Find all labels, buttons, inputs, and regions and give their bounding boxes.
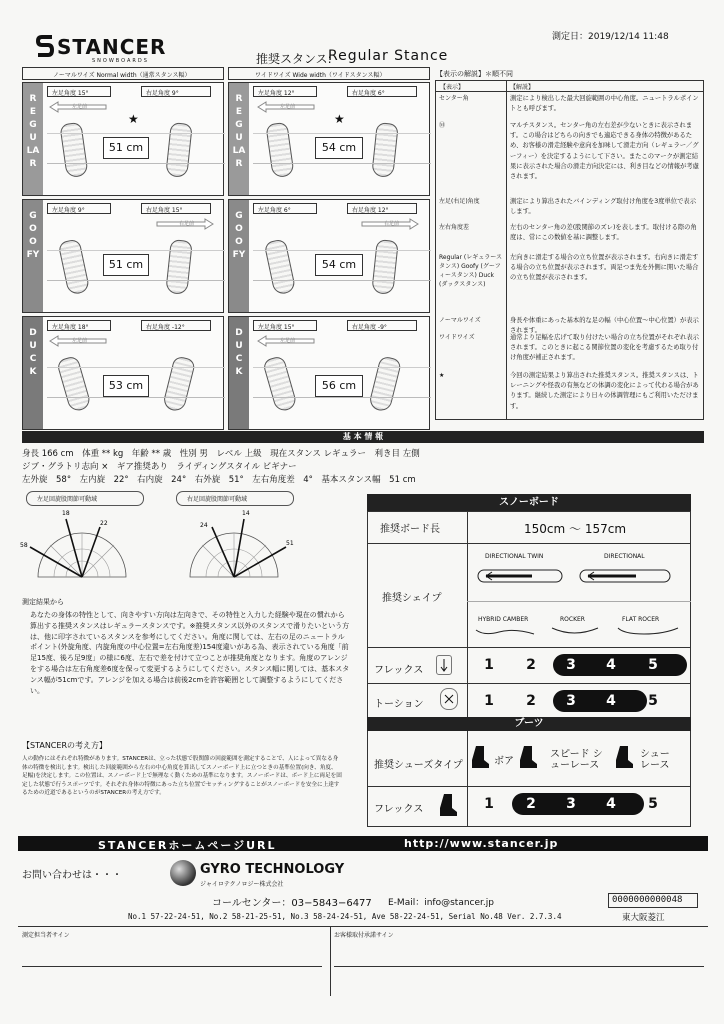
left-foot-angle: 左足角度 12°: [258, 90, 295, 97]
shape-label: 推奨シェイプ: [382, 593, 442, 604]
left-foot-angle: 左足角度 18°: [52, 324, 89, 331]
stance-width-box: 51 cm: [103, 137, 149, 159]
boots-title: ブーツ: [367, 717, 691, 731]
left-foot-icon: [265, 122, 294, 179]
right-rotation-title: 右足回旋股関節可動域: [176, 491, 294, 506]
right-foot-icon: [371, 122, 399, 178]
homepage-url[interactable]: http://www.stancer.jp: [404, 837, 559, 850]
right-foot-icon: [368, 355, 402, 413]
legend-table: [435, 80, 704, 420]
left-rotation-value-2: 18: [62, 510, 70, 517]
results-body: あなたの身体の特性として、向きやすい方向は左向きで、その特性と入力した経験や現在の慣れから算出する推奨スタンスはレギュラースタンスです。※推奨スタンス以外のスタンスで滑りたいという方は、他に印字されているスタンスを参考にしてください。角度に関しては、左右の足のニュートラルポイント(外旋角度、内旋角度の中心位置=左右角度差)154度違いがある為、表示されている角度「前足15度、後ろ足9度」の様に6度、左右で差を付けて立つことが推奨角度となります。角度のアレンジをする場合は左右角度差6度を保って変更するようにしてください。スタンス幅に関しては、基本スタンス幅が51cmです。アレンジを加える場合は前後2cmを許容範囲として調整するようにしてください。: [30, 611, 350, 695]
shoe-type-label: 推奨シューズタイプ: [374, 760, 463, 771]
stance-type-label: REGULAR: [229, 83, 249, 195]
basic-info-line2: ジブ・グラトリ志向 × ギア推奨あり ライディングスタイル ビギナー: [22, 462, 297, 472]
legend-title: 【表示の解説】＊順不同: [436, 70, 513, 78]
right-foot-icon: [165, 239, 193, 295]
forward-foot-label: 左足前: [280, 104, 296, 110]
contact-label: お問い合わせは・・・: [22, 870, 122, 881]
basic-info-line1: 身長 166 cm 体重 ** kg 年齢 ** 歳 性別 男 レベル 上級 現在スタンス レギュラー 利き目 左側: [22, 449, 420, 459]
stance-type-label: REGULAR: [23, 83, 43, 195]
stancer-logo-icon: [36, 33, 54, 59]
right-foot-icon: [165, 122, 193, 178]
recommended-star-icon: ★: [334, 112, 345, 126]
board-length-label: 推奨ボード長: [380, 524, 440, 535]
scale-value: 4: [606, 657, 616, 673]
stance-panel: [22, 199, 224, 313]
homepage-label: STANCERホームページURL: [98, 839, 277, 852]
wide-width-header: ワイドワイズ Wide width（ワイドスタンス幅）: [228, 67, 430, 80]
forward-foot-label: 左足前: [72, 338, 88, 344]
legend-text: 身長や体重にあった基本的な足の幅（中心位置～中心位置）が表示されます。: [510, 317, 699, 335]
basic-info-line3: 左外旋 58° 左内旋 22° 右内旋 24° 右外旋 51° 左右角度差 4° 基本スタンス幅 51 cm: [22, 475, 416, 485]
left-foot-icon: [59, 122, 88, 179]
shape-hybrid-camber: HYBRID CAMBER: [478, 616, 529, 623]
right-rotation-chart: [170, 505, 300, 585]
stance-type-label: DUCK: [229, 317, 249, 429]
gyro-logo-icon: [170, 860, 196, 886]
recommended-stance-value: Regular Stance: [328, 48, 449, 64]
customer-sign-line[interactable]: [334, 966, 704, 967]
right-rotation-value-3: 51: [286, 540, 294, 547]
scale-value: 4: [606, 693, 616, 709]
forward-foot-label: 右足前: [179, 221, 195, 227]
board-flex-label: フレックス: [374, 665, 424, 676]
stance-panel: [22, 316, 224, 430]
serial-line: No.1 57-22-24-51, No.2 58-21-25-51, No.3 58-24-24-51, Ave 58-22-24-51, Serial No.48 Ver. 2.7.3.4: [128, 912, 562, 921]
stance-width-box: 54 cm: [315, 137, 363, 159]
legend-label: ワイドワイズ: [439, 334, 475, 341]
measure-date: 測定日：2019/12/14 11:48: [552, 32, 669, 42]
scale-value: 3: [566, 657, 576, 673]
shape-directional-twin: DIRECTIONAL TWIN: [485, 553, 544, 560]
shape-rocker: ROCKER: [560, 616, 585, 623]
torsion-icon: [440, 688, 458, 710]
legend-label: 左足(右足)角度: [439, 198, 480, 205]
left-foot-angle: 左足角度 15°: [52, 90, 89, 97]
legend-col-display: 【表示】: [440, 84, 465, 91]
shape-directional: DIRECTIONAL: [604, 553, 645, 560]
scale-value: 1: [484, 657, 494, 673]
legend-text: 今回の測定結果より算出された推奨スタンス。推奨スタンスは、トレーニングや怪我の有無などの体調の変化によって代わる場合があります。継続した測定により日々の体調管理にもご利用いただけます。: [510, 372, 699, 410]
stance-width-box: 51 cm: [103, 254, 149, 276]
right-foot-angle: 右足角度 6°: [352, 90, 385, 97]
stance-type-label: GOOFY: [229, 200, 249, 312]
basic-info-title: 基 本 情 報: [22, 431, 704, 443]
shoe-type-lace: シュー レース: [640, 749, 670, 771]
homepage-bar: [18, 836, 708, 851]
legend-label: センター角: [439, 95, 469, 102]
stance-type-label: DUCK: [23, 317, 43, 429]
scale-value: 3: [566, 796, 576, 812]
recommended-stance-label: 推奨スタンス:: [256, 52, 332, 66]
left-foot-icon: [264, 238, 297, 295]
right-foot-icon: [371, 239, 399, 295]
legend-col-explanation: 【解説】: [510, 84, 535, 91]
left-rotation-value-3: 22: [100, 520, 108, 527]
board-length-value: 150cm 〜 157cm: [524, 522, 627, 536]
left-rotation-chart: [18, 505, 138, 585]
brand-name: STANCER: [57, 35, 167, 59]
left-foot-icon: [58, 238, 91, 295]
scale-value: 4: [606, 796, 616, 812]
left-rotation-title: 左足回旋股関節可動域: [26, 491, 144, 506]
shoe-type-boa: ボア: [494, 756, 514, 767]
flex-down-icon: [436, 655, 452, 675]
stance-width-box: 53 cm: [103, 375, 149, 397]
scale-value: 2: [526, 796, 536, 812]
scale-value: 1: [484, 796, 494, 812]
scale-value: 5: [648, 796, 658, 812]
right-foot-angle: 右足角度 12°: [352, 207, 389, 214]
stance-width-box: 54 cm: [315, 254, 363, 276]
company-name: GYRO TECHNOLOGY: [200, 862, 345, 877]
stance-panel: [228, 316, 430, 430]
results-heading: 測定結果から: [22, 598, 64, 606]
customer-sign-label: お客様取付承諾サイン: [334, 932, 394, 939]
staff-sign-label: 測定担当者サイン: [22, 932, 70, 939]
scale-value: 1: [484, 693, 494, 709]
forward-foot-label: 左足前: [280, 338, 296, 344]
stance-panel: [22, 82, 224, 196]
lace-boot-icon: [614, 744, 634, 770]
right-rotation-value-2: 14: [242, 510, 250, 517]
legend-label: Regular (レギュラースタンス) Goofy (グーフィースタンス) Duck (ダックスタンス): [439, 254, 502, 288]
right-foot-angle: 右足角度 -12°: [146, 324, 185, 331]
scale-value: 2: [526, 693, 536, 709]
staff-sign-line[interactable]: [22, 966, 322, 967]
speed-lace-boot-icon: [518, 744, 538, 770]
serial-number-box: 0000000000048: [608, 893, 698, 908]
right-foot-angle: 右足角度 15°: [146, 207, 183, 214]
scale-value: 3: [566, 693, 576, 709]
normal-width-header: ノーマルワイズ Normal width（通常スタンス幅）: [22, 67, 224, 80]
contact-email[interactable]: E-Mail：info@stancer.jp: [388, 898, 494, 908]
legend-text: 測定により検出した最大回旋範囲の中心角度。ニュートラルポイントとも呼びます。: [510, 95, 699, 113]
forward-foot-label: 右足前: [384, 221, 400, 227]
stance-width-box: 56 cm: [315, 375, 363, 397]
left-foot-angle: 左足角度 6°: [258, 207, 291, 214]
left-foot-angle: 左足角度 15°: [258, 324, 295, 331]
left-rotation-value-1: 58: [20, 542, 28, 549]
brand-sub: SNOWBOARDS: [92, 58, 149, 64]
shape-flat-rocer: FLAT ROCER: [622, 616, 660, 623]
legend-label: 左右角度差: [439, 224, 470, 231]
concept-body: 人の動作にはそれぞれ特徴があります。STANCERは、立った状態で股関節の回旋範囲を測定することで、人によって異なる身体の特徴を検出します。検出した回旋範囲から左右の中心角度を算出してスノーボード上に立つときの基準位置(向き、角度、足幅)を決定します。この位置は、スノーボード上で無理なく動くための基準になります。スノーボードは、ボード上に両足を固定した状態で行うスポーツです。それぞれ身体の特徴にあった立ち位置でセッティングすることがスノーボードを安全に上達するための近道であるというのがSTANCERの考え方です。: [22, 756, 342, 797]
stance-panel: [228, 82, 430, 196]
stance-panel: [228, 199, 430, 313]
left-foot-icon: [56, 355, 92, 413]
snowboard-title: スノーボード: [367, 494, 691, 511]
legend-label: ★: [439, 372, 445, 379]
stance-type-label: GOOFY: [23, 200, 43, 312]
legend-text: 左向きに滑走する場合の立ち位置が表示されます。右向きに滑走する場合の立ち位置が表示されます。両足つま先を外側に開いた場合の立ち位置が表示されます。: [510, 254, 699, 282]
shape-boards-icon: [476, 566, 676, 586]
concept-title: 【STANCERの考え方】: [22, 741, 107, 750]
forward-foot-label: 左足前: [72, 104, 88, 110]
recommended-star-icon: ★: [128, 112, 139, 126]
legend-text: マルチスタンス。センター角の左右差が少ないときに表示されます。この場合はどちらの向きでも適応できる身体の特徴があるため、お客様の滑走経験や意向を加味して滑走方向（レギュラー／グーフィー）を決定するようにして下さい。またこのマークが測定結果に表示された場合の滑走方向決定には、利き目などの情報が考慮されます。: [510, 122, 699, 181]
company-sub: ジャイロテクノロジー株式会社: [200, 881, 284, 888]
right-rotation-value-1: 24: [200, 522, 208, 529]
store-name: 東大阪菱江: [622, 913, 665, 923]
scale-value: 5: [648, 693, 658, 709]
legend-text: 左右のセンター角の差(股関節のズレ)を表します。取付ける際の角度は、常にこの数値を基に調整します。: [510, 224, 697, 242]
legend-text: 測定により算出されたバインディング取付け角度を3度単位で表示します。: [510, 198, 696, 216]
camber-profile-icon: [474, 624, 684, 640]
torsion-label: トーション: [374, 699, 424, 710]
legend-label: Ⓜ: [439, 122, 446, 129]
legend-text: 通常より足幅を広げて取り付けたい場合の立ち位置がそれぞれ表示されます。このときに起こる関節位置の変化を考慮するため取り付け角度が補正されます。: [510, 334, 699, 362]
left-foot-icon: [262, 355, 298, 413]
boot-flex-icon: [438, 792, 458, 818]
right-foot-icon: [162, 355, 196, 413]
right-foot-angle: 右足角度 -9°: [352, 324, 387, 331]
scale-value: 5: [648, 657, 658, 673]
call-center: コールセンター：03−5843−6477: [212, 898, 372, 909]
shoe-type-speed-lace: スピード シューレース: [550, 749, 603, 771]
right-foot-angle: 右足角度 9°: [146, 90, 179, 97]
boot-flex-label: フレックス: [374, 804, 424, 815]
legend-label: ノーマルワイズ: [439, 317, 481, 324]
left-foot-angle: 左足角度 9°: [52, 207, 85, 214]
scale-value: 2: [526, 657, 536, 673]
boa-boot-icon: [470, 744, 490, 770]
